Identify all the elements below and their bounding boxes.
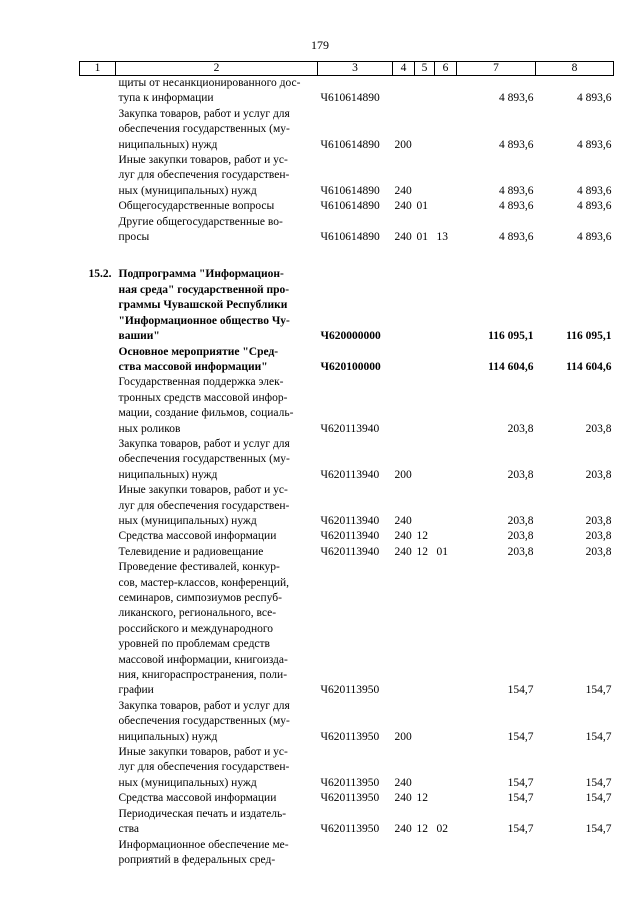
row-name-line: ниципальных) нужд (118, 730, 218, 743)
table-row (80, 215, 614, 246)
row-name-line: тупа к информации (118, 92, 214, 105)
row-sum-1: 154,7 (507, 684, 534, 697)
row-sum-1: 154,7 (507, 823, 534, 836)
row-name (116, 437, 318, 483)
row-name-line: тронных средств массовой инфор- (118, 391, 288, 404)
row-name-line: Другие общегосударственные во- (118, 215, 283, 228)
row-subsection (435, 483, 457, 529)
row-section: 12 (416, 792, 428, 805)
row-name-line: Закупка товаров, работ и услуг для (118, 437, 290, 450)
row-name-line: обеспечения государственных (му- (118, 453, 290, 466)
row-name-line: Средства массовой информации (118, 530, 277, 543)
row-name-line: обеспечения государственных (му- (118, 715, 290, 728)
row-subsection (435, 375, 457, 437)
table-row (80, 529, 614, 544)
table-row (80, 699, 614, 745)
spacer-cell (393, 245, 415, 267)
row-name-line: уровней по проблемам средств (118, 638, 270, 651)
row-section: 12 (416, 545, 428, 558)
row-section (415, 483, 435, 529)
row-section (415, 560, 435, 699)
row-name (116, 267, 318, 344)
table-row (80, 437, 614, 483)
row-name (116, 791, 318, 806)
row-sum-1: 4 893,6 (499, 138, 534, 151)
table-row (80, 745, 614, 791)
row-expense-type: 200 (394, 730, 412, 743)
row-sum-2: 114 604,6 (566, 360, 612, 373)
row-section (415, 437, 435, 483)
header-row (80, 62, 614, 76)
row-name (116, 345, 318, 376)
row-code: Ч620000000 (320, 330, 381, 343)
row-expense-type: 240 (394, 823, 412, 836)
budget-table (79, 61, 614, 868)
row-sum-2 (536, 838, 614, 869)
row-sum-2: 154,7 (585, 823, 612, 836)
row-expense-type (393, 267, 415, 344)
spacer-cell (457, 245, 536, 267)
row-sum-1: 4 893,6 (499, 184, 534, 197)
spacer-cell (536, 245, 614, 267)
row-sum-2: 203,8 (585, 514, 612, 527)
row-name (116, 483, 318, 529)
page-number: 179 (311, 38, 329, 52)
row-code: Ч620113950 (320, 792, 380, 805)
row-code: Ч610614890 (320, 184, 380, 197)
row-number (80, 838, 116, 869)
row-name-line: Средства массовой информации (118, 792, 277, 805)
row-name-line: Иные закупки товаров, работ и ус- (118, 154, 288, 167)
row-name-line: ства массовой информации" (118, 360, 268, 373)
row-number (80, 699, 116, 745)
row-name-line: луг для обеспечения государствен- (118, 761, 290, 774)
row-sum-2: 203,8 (585, 530, 612, 543)
row-subsection (435, 560, 457, 699)
row-spacer (80, 245, 614, 267)
row-name (116, 107, 318, 153)
row-number (80, 745, 116, 791)
row-expense-type (393, 375, 415, 437)
row-name-line: сов, мастер-классов, конференций, (118, 576, 290, 589)
spacer-cell (116, 245, 318, 267)
row-subsection: 02 (436, 823, 448, 836)
row-name-line: Подпрограмма "Информацион- (118, 268, 284, 281)
row-subsection (435, 838, 457, 869)
row-code: Ч620113950 (320, 823, 380, 836)
row-name-line: массовой информации, книгоизда- (118, 653, 288, 666)
row-expense-type: 240 (394, 545, 412, 558)
row-name-line: щиты от несанкционированного дос- (118, 77, 301, 89)
row-number (80, 437, 116, 483)
row-name-line: луг для обеспечения государствен- (118, 169, 290, 182)
row-name-line: Основное мероприятие "Сред- (118, 345, 279, 358)
row-number (80, 153, 116, 199)
row-expense-type: 240 (394, 792, 412, 805)
row-name-line: обеспечения государственных (му- (118, 123, 290, 136)
row-subsection (435, 745, 457, 791)
row-subsection (435, 267, 457, 344)
row-name-line: Проведение фестивалей, конкур- (118, 561, 280, 574)
row-sum-2: 4 893,6 (577, 200, 612, 213)
row-sum-2: 154,7 (585, 684, 612, 697)
row-expense-type: 240 (394, 231, 412, 244)
row-name (116, 76, 318, 107)
row-subsection (435, 107, 457, 153)
row-section (415, 345, 435, 376)
row-sum-2: 154,7 (585, 730, 612, 743)
row-section (415, 838, 435, 869)
row-section: 12 (416, 823, 428, 836)
table-row (80, 375, 614, 437)
row-name-line: ниципальных) нужд (118, 468, 218, 481)
row-subsection (435, 345, 457, 376)
table-row (80, 807, 614, 838)
row-sum-1: 154,7 (507, 776, 534, 789)
row-code: Ч620113940 (320, 422, 380, 435)
row-section (415, 153, 435, 199)
header-col-2: 2 (116, 62, 318, 76)
row-sum-2: 4 893,6 (577, 231, 612, 244)
row-code: Ч610614890 (320, 231, 380, 244)
row-section (415, 375, 435, 437)
row-section (415, 699, 435, 745)
row-code: Ч620113940 (320, 468, 380, 481)
row-sum-1 (457, 838, 536, 869)
table-row (80, 107, 614, 153)
row-code: Ч620113950 (320, 684, 380, 697)
row-number (80, 529, 116, 544)
row-expense-type: 240 (394, 514, 412, 527)
row-code: Ч620113950 (320, 730, 380, 743)
row-number (80, 199, 116, 214)
row-sum-1: 116 095,1 (488, 330, 534, 343)
row-name (116, 807, 318, 838)
row-subsection (435, 529, 457, 544)
row-name (116, 375, 318, 437)
row-expense-type: 240 (394, 776, 412, 789)
row-subsection (435, 76, 457, 107)
row-sum-1: 154,7 (507, 730, 534, 743)
row-number (80, 560, 116, 699)
table-row (80, 791, 614, 806)
row-code: Ч620113940 (320, 530, 380, 543)
row-number: 15.2. (88, 268, 112, 281)
row-section (415, 745, 435, 791)
table-row (80, 153, 614, 199)
row-number (80, 791, 116, 806)
row-expense-type: 200 (394, 138, 412, 151)
row-name-line: луг для обеспечения государствен- (118, 499, 290, 512)
table-row (80, 483, 614, 529)
row-name-line: Телевидение и радиовещание (118, 545, 264, 558)
row-sum-1: 203,8 (507, 545, 534, 558)
header-col-1: 1 (80, 62, 116, 76)
spacer-cell (80, 245, 116, 267)
row-expense-type: 240 (394, 184, 412, 197)
row-name-line: ных роликов (118, 422, 181, 435)
row-subsection: 13 (436, 231, 448, 244)
row-name-line: ных (муниципальных) нужд (118, 514, 257, 527)
spacer-cell (435, 245, 457, 267)
row-name (116, 529, 318, 544)
row-sum-2: 203,8 (585, 422, 612, 435)
row-sum-1: 203,8 (507, 530, 534, 543)
header-col-7: 7 (457, 62, 536, 76)
row-number (80, 483, 116, 529)
row-subsection (435, 699, 457, 745)
row-code: Ч620100000 (320, 360, 381, 373)
row-name-line: Иные закупки товаров, работ и ус- (118, 484, 288, 497)
row-name-line: граммы Чувашской Республики (118, 299, 288, 312)
row-name-line: ликанского, регионального, все- (118, 607, 277, 620)
row-name (116, 199, 318, 214)
row-name-line: Закупка товаров, работ и услуг для (118, 107, 290, 120)
row-expense-type: 240 (394, 530, 412, 543)
row-name-line: российского и международного (118, 622, 274, 635)
row-section (415, 76, 435, 107)
row-sum-1: 203,8 (507, 422, 534, 435)
row-section (415, 107, 435, 153)
row-name-line: Периодическая печать и издатель- (118, 807, 287, 820)
row-sum-2: 4 893,6 (577, 184, 612, 197)
row-sum-2: 116 095,1 (566, 330, 612, 343)
row-sum-1: 4 893,6 (499, 231, 534, 244)
row-code: Ч620113950 (320, 776, 380, 789)
row-number (80, 375, 116, 437)
row-sum-2: 4 893,6 (577, 138, 612, 151)
table-row (80, 76, 614, 107)
row-expense-type: 240 (394, 200, 412, 213)
row-name-line: вашии" (118, 330, 160, 343)
spacer-cell (318, 245, 393, 267)
row-sum-1: 4 893,6 (499, 92, 534, 105)
row-name-line: "Информационное общество Чу- (118, 314, 290, 327)
row-number (80, 345, 116, 376)
row-number (80, 107, 116, 153)
row-sum-1: 4 893,6 (499, 200, 534, 213)
table-row (80, 199, 614, 214)
header-col-5: 5 (415, 62, 435, 76)
row-name (116, 545, 318, 560)
row-sum-2: 4 893,6 (577, 92, 612, 105)
row-code: Ч620113940 (320, 545, 380, 558)
row-name-line: просы (118, 231, 150, 244)
header-col-6: 6 (435, 62, 457, 76)
row-number (80, 215, 116, 246)
row-name-line: мации, создание фильмов, социаль- (118, 407, 294, 420)
row-name-line: Общегосударственные вопросы (118, 200, 275, 213)
row-name (116, 153, 318, 199)
row-subsection (435, 437, 457, 483)
row-section: 01 (416, 200, 428, 213)
row-subsection (435, 153, 457, 199)
row-sum-2: 154,7 (585, 792, 612, 805)
row-sum-1: 203,8 (507, 468, 534, 481)
row-name-line: семинаров, симпозиумов респуб- (118, 592, 282, 604)
row-subsection (435, 199, 457, 214)
row-name-line: графии (118, 684, 154, 697)
row-name (116, 838, 318, 869)
row-subsection (435, 791, 457, 806)
table-row (80, 838, 614, 869)
row-sum-1: 154,7 (507, 792, 534, 805)
spacer-cell (415, 245, 435, 267)
table-row (80, 545, 614, 560)
header-col-8: 8 (536, 62, 614, 76)
header-col-3: 3 (318, 62, 393, 76)
row-name-line: ных (муниципальных) нужд (118, 184, 257, 197)
table-row (80, 560, 614, 699)
row-name-line: роприятий в федеральных сред- (118, 853, 276, 866)
row-code (318, 838, 393, 869)
row-sum-2: 203,8 (585, 468, 612, 481)
header-col-4: 4 (393, 62, 415, 76)
row-number (80, 76, 116, 107)
row-sum-2: 203,8 (585, 545, 612, 558)
row-name-line: Государственная поддержка элек- (118, 376, 284, 389)
row-name (116, 699, 318, 745)
row-expense-type (393, 838, 415, 869)
row-subsection: 01 (436, 545, 448, 558)
table-row (80, 345, 614, 376)
row-sum-2: 154,7 (585, 776, 612, 789)
row-expense-type: 200 (394, 468, 412, 481)
row-name-line: ная среда" государственной про- (118, 283, 290, 296)
row-section: 01 (416, 231, 428, 244)
row-expense-type (393, 345, 415, 376)
row-code: Ч610614890 (320, 200, 380, 213)
row-expense-type (393, 76, 415, 107)
row-name (116, 745, 318, 791)
row-name-line: ства (118, 823, 140, 836)
row-name-line: ных (муниципальных) нужд (118, 776, 257, 789)
row-code: Ч610614890 (320, 92, 380, 105)
row-name-line: ния, книгораспространения, поли- (118, 669, 288, 682)
row-number (80, 545, 116, 560)
row-sum-1: 114 604,6 (488, 360, 534, 373)
row-number (80, 807, 116, 838)
row-name (116, 215, 318, 246)
row-code: Ч610614890 (320, 138, 380, 151)
row-code: Ч620113940 (320, 514, 380, 527)
row-name-line: ниципальных) нужд (118, 138, 218, 151)
row-name-line: Закупка товаров, работ и услуг для (118, 699, 290, 712)
row-section (415, 267, 435, 344)
row-section: 12 (416, 530, 428, 543)
table-row (80, 267, 614, 344)
row-expense-type (393, 560, 415, 699)
row-name-line: Информационное обеспечение ме- (118, 838, 289, 851)
row-sum-1: 203,8 (507, 514, 534, 527)
row-name-line: Иные закупки товаров, работ и ус- (118, 746, 288, 759)
row-name (116, 560, 318, 699)
